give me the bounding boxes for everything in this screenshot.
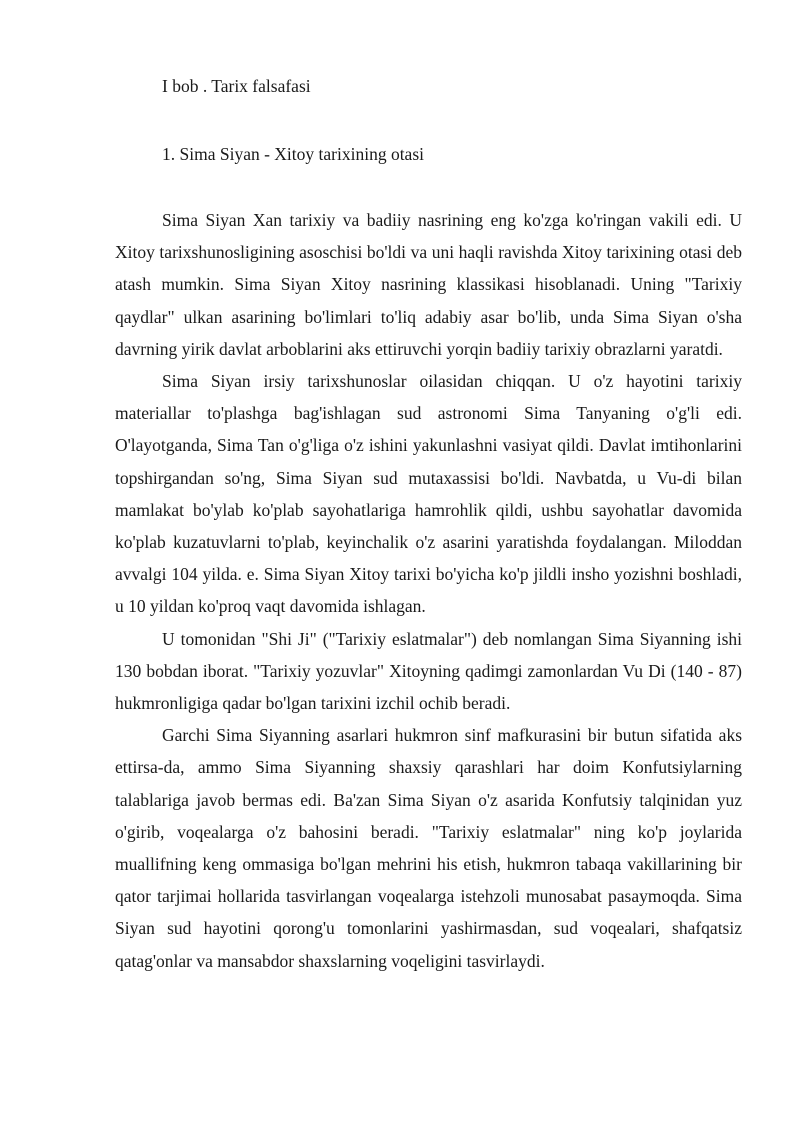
paragraph: Sima Siyan irsiy tarixshunoslar oilasidan chiqqan. U o'z hayotini tarixiy materiallar to'plashga bag'ishlagan sud astronomi Sima Tanyaning o'g'li edi. O'layotganda, Sima Tan o'g'liga o'z ishini yakunlashni vasiyat qildi. Davlat imtihonlarini topshirgandan so'ng, Sima Siyan sud mutaxassisi bo'ldi. Navbatda, u Vu-di bilan mamlakat bo'ylab ko'plab sayohatlariga hamrohlik qildi, ushbu sayohatlar davomida ko'plab kuzatuvlarni to'plab, keyinchalik o'z asarini yaratishda foydalangan. Miloddan avvalgi 104 yilda. e. Sima Siyan Xitoy tarixi bo'yicha ko'p jildli insho yozishni boshladi, u 10 yildan ko'proq vaqt davomida ishlagan. xyxy=(115,371,742,617)
paragraph: Garchi Sima Siyanning asarlari hukmron sinf mafkurasini bir butun sifatida aks ettirsa-da, ammo Sima Siyanning shaxsiy qarashlari har doim Konfutsiylarning talablariga javob bermas edi. Ba'zan Sima Siyan o'z asarida Konfutsiy talqinidan yuz o'girib, voqealarga o'z bahosini beradi. "Tarixiy eslatmalar" ning ko'p joylarida muallifning keng ommasiga bo'lgan mehrini his etish, hukmron tabaqa vakillarining bir qator tarjimai hollarida tasvirlangan voqealarga istehzoli munosabat pasaymoqda. Sima Siyan sud hayotini qorong'u tomonlarini yashirmasdan, sud voqealari, shafqatsiz qatag'onlar va mansabdor shaxslarning voqeligini tasvirlaydi. xyxy=(115,725,742,971)
body-text xyxy=(115,204,742,977)
paragraph: U tomonidan "Shi Ji" ("Tarixiy eslatmalar") deb nomlangan Sima Siyanning ishi 130 bobdan iborat. "Tarixiy yozuvlar" Xitoyning qadimgi zamonlardan Vu Di (140 - 87) hukmronligiga qadar bo'lgan tarixini izchil ochib beradi. xyxy=(115,628,742,714)
paragraph: Sima Siyan Xan tarixiy va badiiy nasrining eng ko'zga ko'ringan vakili edi. U Xitoy tarixshunosligining asoschisi bo'ldi va uni haqli ravishda Xitoy tarixining otasi deb atash mumkin. Sima Siyan Xitoy nasrining klassikasi hisoblanadi. Uning "Tarixiy qaydlar" ulkan asarining bo'limlari to'liq adabiy asar bo'lib, unda Sima Siyan o'sha davrning yirik davlat arboblarini aks ettiruvchi yorqin badiiy tarixiy obrazlarni yaratdi. xyxy=(115,210,742,359)
chapter-title: I bob . Tarix falsafasi xyxy=(162,76,311,96)
section-title: 1. Sima Siyan - Xitoy tarixining otasi xyxy=(162,144,424,164)
